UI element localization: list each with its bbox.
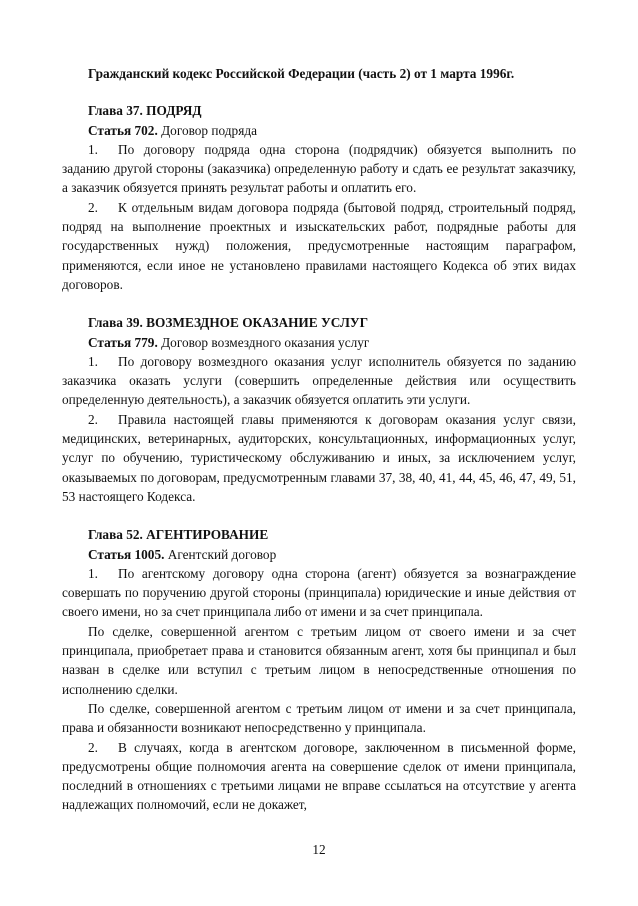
paragraph-text: По договору подряда одна сторона (подрядчик) обязуется выполнить по заданию другой стороны (заказчика) определенную работу и сдать ее результат заказчику, а заказчик обязуется принять результат работы и оплатить его. <box>62 141 576 196</box>
paragraph <box>62 198 576 294</box>
article-number: Статья 779. <box>88 334 158 350</box>
paragraph <box>62 564 576 622</box>
article-number: Статья 702. <box>88 122 158 138</box>
page-content <box>62 64 576 834</box>
paragraph-number: 2. <box>88 739 98 755</box>
article-heading <box>62 545 576 564</box>
paragraph <box>62 738 576 815</box>
chapter-heading: Глава 39. ВОЗМЕЗДНОЕ ОКАЗАНИЕ УСЛУГ <box>88 315 369 331</box>
paragraph-number: 1. <box>88 565 98 581</box>
article-heading <box>62 333 576 352</box>
paragraph <box>62 622 576 699</box>
paragraph-text: По агентскому договору одна сторона (агент) обязуется за вознаграждение совершать по поручению другой стороны (принципала) юридические и иные действия от своего имени, но за счет принципала либо от имени и за счет принципала. <box>62 565 576 620</box>
article-title: Договор возмездного оказания услуг <box>157 334 370 350</box>
paragraph-text: В случаях, когда в агентском договоре, заключенном в письменной форме, предусмотрены общие полномочия агента на совершение сделок от имени принципала, последний в отношениях с третьими лицами не вправе ссылаться на отсутствие у агента надлежащих полномочий, если не докажет, <box>62 739 576 813</box>
paragraph-text: По сделке, совершенной агентом с третьим лицом от имени и за счет принципала, права и обязанности возникают непосредственно у принципала. <box>62 700 576 736</box>
chapter-section <box>62 313 576 506</box>
chapter-section <box>62 525 576 814</box>
paragraph-number: 1. <box>88 141 98 157</box>
chapter-section <box>62 101 576 294</box>
article-heading <box>62 121 576 140</box>
paragraph-text: По сделке, совершенной агентом с третьим лицом от своего имени и за счет принципала, приобретает права и становится обязанным агент, хотя бы принципал и был назван в сделке или вступил с третьим лицом в непосредственные отношения по исполнению сделки. <box>62 623 576 697</box>
page-number: 12 <box>312 842 326 857</box>
paragraph-text: Правила настоящей главы применяются к договорам оказания услуг связи, медицинских, ветеринарных, аудиторских, консультационных, информационных услуг, услуг по обучению, туристическому обслуживанию и иных, за исключением услуг, оказываемых по договорам, предусмотренным главами 37, 38, 40, 41, 44, 45, 46, 47, 49, 51, 53 настоящего Кодекса. <box>62 411 576 504</box>
paragraph <box>62 410 576 506</box>
article-number: Статья 1005. <box>88 546 165 562</box>
paragraph <box>62 352 576 410</box>
paragraph-text: К отдельным видам договора подряда (бытовой подряд, строительный подряд, подряд на выполнение проектных и изыскательских работ, подрядные работы для государственных нужд) положения, предусмотренные настоящим параграфом, применяются, если иное не установлено правилами настоящего Кодекса об этих видах договоров. <box>62 199 576 292</box>
chapter-heading: Глава 37. ПОДРЯД <box>88 103 202 119</box>
article-title: Агентский договор <box>164 546 277 562</box>
paragraph-text: По договору возмездного оказания услуг исполнитель обязуется по заданию заказчика оказать услуги (совершить определенные действия или осуществить определенную деятельность), а заказчик обязуется оплатить эти услуги. <box>62 353 576 408</box>
paragraph <box>62 699 576 738</box>
paragraph-number: 2. <box>88 411 98 427</box>
paragraph <box>62 140 576 198</box>
chapter-heading: Глава 52. АГЕНТИРОВАНИЕ <box>88 527 269 543</box>
article-title: Договор подряда <box>157 122 257 138</box>
paragraph-number: 2. <box>88 199 98 215</box>
document-title: Гражданский кодекс Российской Федерации (часть 2) от 1 марта 1996г. <box>88 66 515 81</box>
paragraph-number: 1. <box>88 353 98 369</box>
